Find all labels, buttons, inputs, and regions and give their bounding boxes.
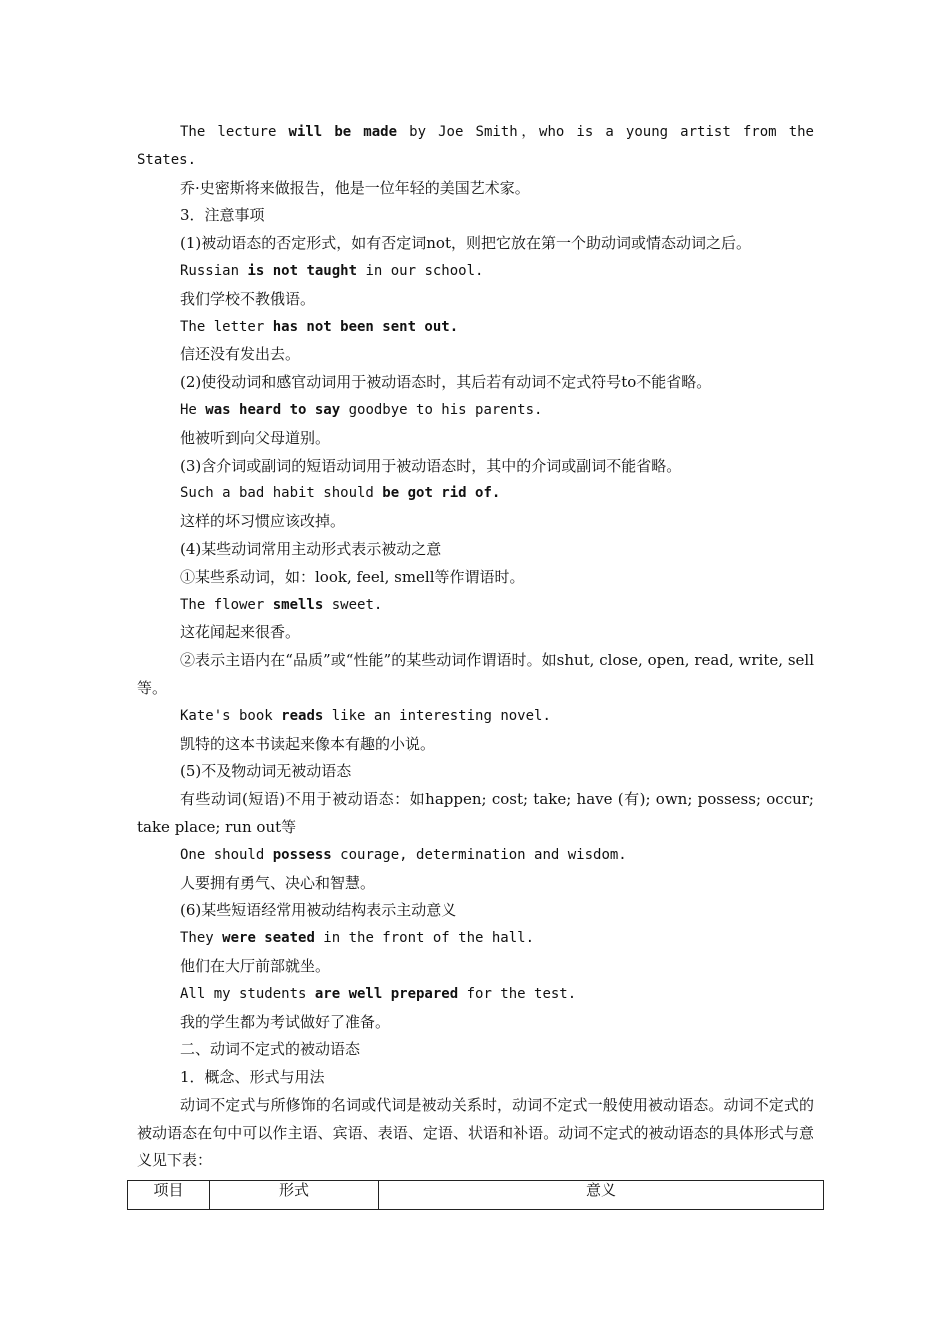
text-segment: The flower: [180, 596, 273, 613]
text-segment: (2)使役动词和感官动词用于被动语态时，其后若有动词不定式符号to不能省略。: [180, 373, 712, 392]
text-segment: courage, determination and wisdom.: [331, 846, 627, 863]
translation: [137, 619, 814, 647]
rule-text: [137, 897, 814, 925]
text-segment: (1)被动语态的否定形式，如有否定词not，则把它放在第一个助动词或情态动词之后。: [180, 234, 751, 253]
rule-text: [137, 369, 814, 397]
rule-text: [137, 647, 814, 703]
rule-text: [137, 786, 819, 842]
table-header-row: [128, 1181, 824, 1210]
example-sentence: [137, 314, 814, 342]
translation: [137, 953, 814, 981]
document-body: [137, 119, 823, 1175]
text-segment: 我的学生都为考试做好了准备。: [180, 1012, 391, 1031]
highlighted-verb-phrase: reads: [281, 707, 324, 724]
highlighted-verb-phrase: were seated: [222, 930, 315, 947]
translation: [137, 425, 814, 453]
text-segment: He: [180, 401, 206, 418]
rule-text: [137, 564, 814, 592]
text-segment: 信还没有发出去。: [180, 345, 301, 364]
text-segment: 乔·史密斯将来做报告，他是一位年轻的美国艺术家。: [180, 178, 530, 197]
text-segment: 人要拥有勇气、决心和智慧。: [180, 873, 376, 892]
translation: [137, 286, 814, 314]
rule-text: [137, 536, 814, 564]
text-segment: (4)某些动词常用主动形式表示被动之意: [180, 539, 442, 558]
highlighted-verb-phrase: will be made: [288, 124, 398, 140]
text-segment: Kate's book: [180, 707, 282, 724]
text-segment: in our school.: [357, 262, 484, 279]
text-segment: goodbye to his parents.: [340, 401, 543, 418]
text-segment: 这花闻起来很香。: [180, 623, 301, 642]
text-segment: sweet.: [323, 596, 383, 613]
text-segment: 1．概念、形式与用法: [180, 1068, 325, 1087]
text-segment: by Joe Smith，who is a young artist from the States.: [137, 124, 823, 168]
text-segment: (6)某些短语经常用被动结构表示主动意义: [180, 901, 457, 920]
text-segment: One should: [180, 846, 273, 863]
text-segment: ②表示主语内在“品质”或“性能”的某些动词作谓语时。如shut, close, open, read, write, sell等。: [137, 651, 814, 697]
text-segment: 动词不定式与所修饰的名词或代词是被动关系时，动词不定式一般使用被动语态。动词不定式的被动语态在句中可以作主语、宾语、表语、定语、状语和补语。动词不定式的被动语态的具体形式与意义见下表：: [137, 1095, 814, 1170]
text-segment: ①某些系动词，如：look, feel, smell等作谓语时。: [180, 567, 525, 586]
translation: [137, 508, 814, 536]
text-segment: The letter: [180, 318, 273, 335]
example-sentence: [137, 480, 814, 508]
example-sentence: [137, 981, 814, 1009]
text-segment: for the test.: [458, 985, 577, 1002]
highlighted-verb-phrase: be got rid of.: [382, 485, 501, 502]
table-header-cell: 项目: [128, 1181, 210, 1210]
text-segment: 这样的坏习惯应该改掉。: [180, 512, 346, 531]
highlighted-verb-phrase: has not been sent out.: [272, 318, 459, 335]
example-sentence: [137, 258, 814, 286]
example-sentence: [137, 592, 814, 620]
translation: [137, 731, 814, 759]
translation: [137, 1009, 814, 1037]
paragraph: [137, 1092, 814, 1175]
section-heading: [137, 202, 814, 230]
example-sentence: [137, 842, 814, 870]
text-segment: 凯特的这本书读起来像本有趣的小说。: [180, 734, 436, 753]
form-meaning-table: [127, 1180, 824, 1210]
text-segment: 他们在大厅前部就坐。: [180, 956, 331, 975]
highlighted-verb-phrase: smells: [272, 596, 324, 613]
example-sentence: [137, 397, 814, 425]
highlighted-verb-phrase: possess: [272, 846, 332, 863]
text-segment: Such a bad habit should: [180, 485, 383, 502]
example-sentence: [137, 119, 823, 175]
text-segment: They: [180, 930, 223, 947]
table-header-cell: 形式: [210, 1181, 379, 1210]
text-segment: like an interesting novel.: [323, 707, 551, 724]
rule-text: [137, 230, 814, 258]
rule-text: [137, 453, 814, 481]
text-segment: 二、动词不定式的被动语态: [180, 1040, 361, 1059]
translation: [137, 870, 814, 898]
highlighted-verb-phrase: was heard to say: [205, 401, 341, 418]
text-segment: (3)含介词或副词的短语动词用于被动语态时，其中的介词或副词不能省略。: [180, 456, 682, 475]
text-segment: in the front of the hall.: [314, 930, 535, 947]
rule-text: [137, 758, 814, 786]
text-segment: 有些动词(短语)不用于被动语态：如happen; cost; take; have (有); own; possess; occur; take place; run out等: [137, 790, 819, 836]
text-segment: (5)不及物动词无被动语态: [180, 762, 352, 781]
translation: [137, 341, 814, 369]
example-sentence: [137, 703, 814, 731]
text-segment: 他被听到向父母道别。: [180, 428, 331, 447]
translation: [137, 175, 814, 203]
section-heading: [137, 1036, 814, 1064]
text-segment: 我们学校不教俄语。: [180, 289, 316, 308]
highlighted-verb-phrase: is not taught: [247, 262, 358, 279]
text-segment: All my students: [180, 985, 315, 1002]
subsection-heading: [137, 1064, 814, 1092]
example-sentence: [137, 925, 814, 953]
table-header-cell: 意义: [379, 1181, 824, 1210]
text-segment: Russian: [180, 262, 248, 279]
text-segment: The lecture: [180, 124, 289, 140]
highlighted-verb-phrase: are well prepared: [314, 985, 459, 1002]
text-segment: 3．注意事项: [180, 206, 265, 225]
